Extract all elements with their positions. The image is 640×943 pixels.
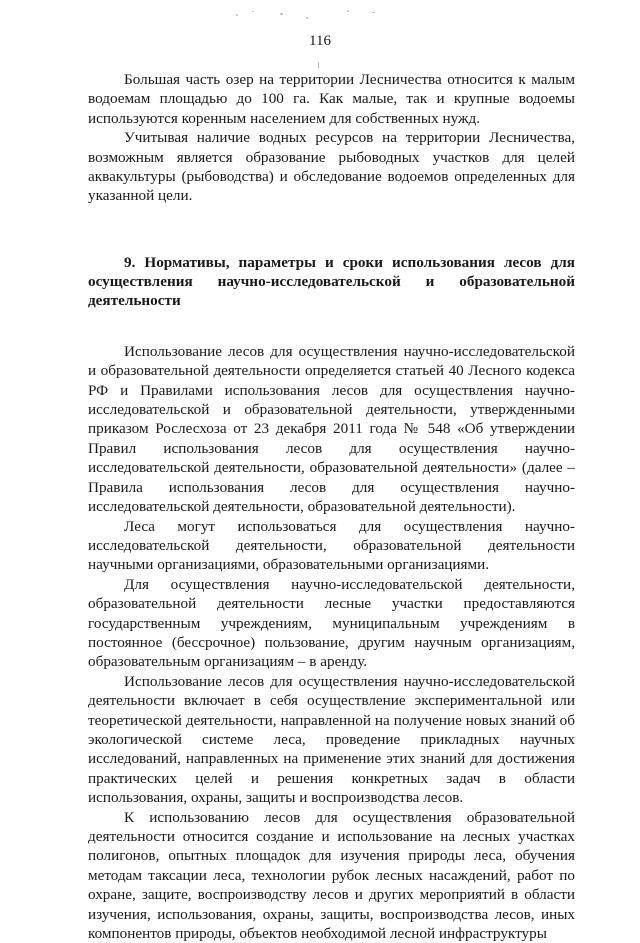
paragraph: Для осуществления научно-исследовательской деятельности, образовательной деятельности лесные участки предоставляются государственным учреждениям, муниципальным учреждениям в постоянное (бессрочное) пользование, другим научным организациям, образовательным организациям – в аренду. bbox=[88, 575, 575, 671]
scan-speck bbox=[347, 10, 349, 12]
paragraph: К использованию лесов для осуществления образовательной деятельности относится создание и использование на лесных участках полигонов, опытных площадок для изучения природы леса, обучения методам таксации леса, технологии рубок лесных насаждений, работ по охране, защите, воспроизводству лесов и других мероприятий в области изучения, использования, охраны, защиты, воспроизводства лесов, иных компонентов природы, объектов необходимой лесной инфраструктуры bbox=[88, 808, 575, 943]
scan-speck bbox=[280, 13, 283, 15]
paragraph: Использование лесов для осуществления научно-исследовательской и образовательной деятельности определяется статьей 40 Лесного кодекса РФ и Правилами использования лесов для осуществления научно-исследовательской и образовательной деятельности, утвержденными приказом Рослесхоза от 23 декабря 2011 года № 548 «Об утверждении Правил использования лесов для осуществления научно-исследовательской деятельности, образовательной деятельности» (далее – Правила использования лесов для осуществления научно-исследовательской деятельности, образовательной деятельности). bbox=[88, 342, 575, 516]
section-heading: 9. Нормативы, параметры и сроки использования лесов для осуществления научно-исследовательской и образовательной деятельности bbox=[88, 253, 575, 309]
paragraph: Большая часть озер на территории Лесничества относится к малым водоемам площадью до 100 га. Как малые, так и крупные водоемы используются коренным населением для собственных нужд. bbox=[88, 71, 575, 127]
paragraph: Использование лесов для осуществления научно-исследовательской деятельности включает в себя осуществление экспериментальной или теоретической деятельности, направленной на получение новых знаний об экологической системе леса, проведение прикладных научных исследований, направленных на применение этих знаний для достижения практических целей и решения конкретных задач в области использования, охраны, защиты и воспроизводства лесов. bbox=[88, 672, 575, 807]
scan-speck bbox=[372, 12, 375, 13]
page-number: 116 bbox=[309, 33, 331, 49]
scan-speck bbox=[236, 14, 238, 16]
paragraph: Учитывая наличие водных ресурсов на территории Лесничества, возможным является образование рыбоводных участков для целей аквакультуры (рыбоводства) и обследование водоемов определенных для указанной цели. bbox=[88, 129, 575, 205]
document-body bbox=[88, 70, 575, 943]
scan-speck bbox=[306, 17, 308, 19]
paragraph: Леса могут использоваться для осуществления научно-исследовательской деятельности, образовательной деятельности научными организациями, образовательными организациями. bbox=[88, 517, 575, 574]
scan-speck bbox=[318, 62, 319, 68]
scan-speck bbox=[252, 11, 254, 12]
